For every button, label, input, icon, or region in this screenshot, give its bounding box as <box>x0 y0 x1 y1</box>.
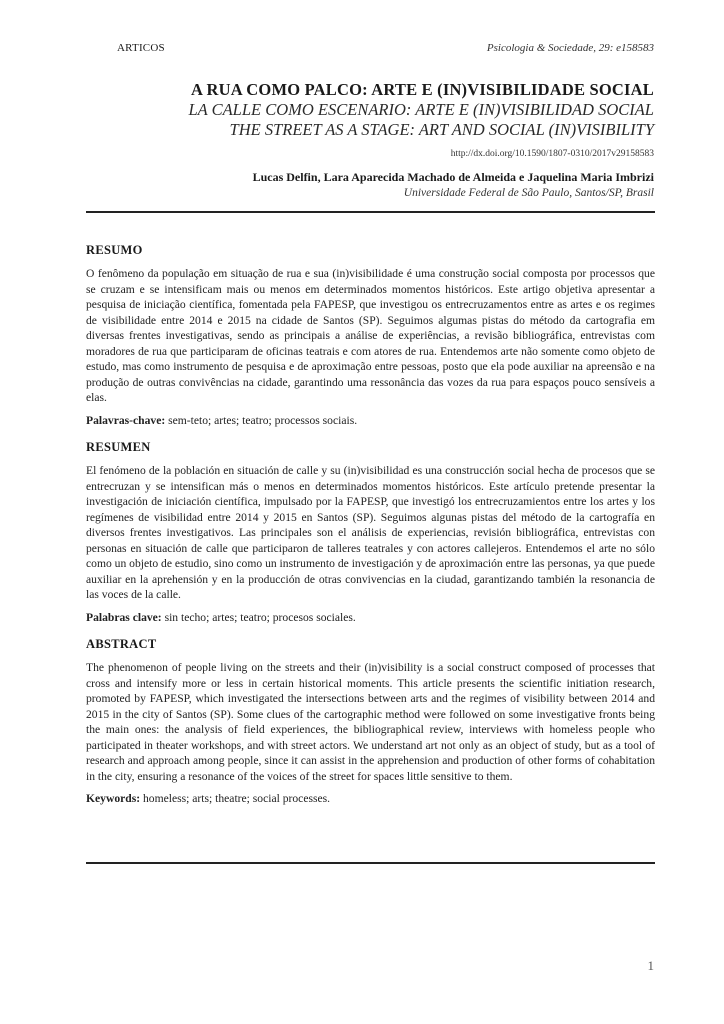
abstract-text: The phenomenon of people living on the streets and their (in)visibility is a social construct composed of processes that cross and intensify more or less in certain historical moments. This article presents the scientific initiation research, promoted by FAPESP, which investigated the intersections between arts and the regimes of visibility between 2014 and 2015 in the city of Santos (SP). Some clues of the cartographic method were followed on some investigative fronts being the main ones: the analysis of field experiences, the bibliographical review, interviews with homeless people who participated in theater workshops, and with street actors. We understand art not only as an object of study, but as a tool of research and approach among people, since it can assist in the apprehension and production of other forms of cohabitation in the city, ensuring a resonance of the voices of the street for spaces little sensitive to them. <box>86 661 655 783</box>
author-list: Lucas Delfin, Lara Aparecida Machado de Almeida e Jaquelina Maria Imbrizi <box>252 170 654 184</box>
resumo-keywords-label: Palavras-chave: <box>86 413 166 427</box>
abstract-keywords-text: homeless; arts; theatre; social processes. <box>140 792 331 805</box>
resumen-heading: RESUMEN <box>86 440 151 454</box>
resumen-text: El fenómeno de la población en situación de calle y su (in)visibilidad es una construcción social hecha de procesos que se entrecruzan y se intensifican más o menos en determinados momentos históricos. Este artículo pretende presentar la investigación de iniciación científica, impulsado por la FAPESP, que investigó los entrecruzamientos entre los artes y los regímenes de visibilidad entre 2014 y 2015 en Santos (SP). Seguimos algunas pistas del método de la cartografía en diversos frentes investigativos. Las principales son el análisis de experiencias, revisión bibliográfica, entrevistas con personas en situación de calle que participaron de talleres teatrales y con actores callejeros. Entendemos el arte no sólo como un objeto de estudio, sino como un instrumento de investigación y de aproximación entre las personas, ya que puede auxiliar en la aprehensión y en la producción de otras convivencias en la ciudad, garantizando también la resonancia de las voces de la calle. <box>86 464 655 601</box>
title-spanish: LA CALLE COMO ESCENARIO: ARTE E (IN)VISIBILIDAD SOCIAL <box>188 100 654 119</box>
resumen-keywords-label: Palabras clave: <box>86 610 162 624</box>
abstracts-body <box>86 243 655 819</box>
resumo-text: O fenômeno da população em situação de rua e sua (in)visibilidade é uma construção social composta por processos que se cruzam e se intensificam mais ou menos em determinados momentos históricos. Este artigo objetiva apresentar a pesquisa de iniciação científica, fomentada pela FAPESP, que investigou os entrecruzamentos entre as artes e os regimes de visibilidade entre 2014 e 2015 na cidade de Santos (SP). Seguimos algumas pistas do método da cartografia em diversas frentes investigativas, sendo as principais a análise de experiências, a revisão bibliográfica, entrevistas com moradores de rua que participaram de oficinas teatrais e com atores de rua. Entendemos arte não somente como objeto de estudo, mas como instrumento de pesquisa e de aproximação entre pessoas, posto que ela pode auxiliar na apreensão e na produção de outras convivências na cidade, garantindo uma ressonância das vozes da rua para espaços pouco sensíveis a elas. <box>86 267 655 404</box>
author-affiliation: Universidade Federal de São Paulo, Santos/SP, Brasil <box>403 187 654 199</box>
abstract-keywords <box>86 791 655 807</box>
title-english: THE STREET AS A STAGE: ART AND SOCIAL (IN)VISIBILITY <box>229 120 654 139</box>
abstract-heading: ABSTRACT <box>86 637 157 651</box>
top-divider <box>86 211 655 213</box>
resumen-keywords-text: sin techo; artes; teatro; procesos sociales. <box>161 610 356 624</box>
bottom-divider <box>86 862 655 864</box>
running-header-journal: Psicologia & Sociedade, 29: e158583 <box>486 42 654 54</box>
resumen-keywords <box>86 610 655 626</box>
title-block <box>86 80 654 140</box>
abstract-keywords-label: Keywords: <box>86 792 141 805</box>
resumo-heading: RESUMO <box>86 243 143 257</box>
resumo-keywords <box>86 413 655 429</box>
running-header-section: ARTICOS <box>117 42 165 54</box>
title-portuguese: A RUA COMO PALCO: ARTE E (IN)VISIBILIDADE SOCIAL <box>191 80 654 99</box>
page-number: 1 <box>647 958 654 973</box>
doi-link[interactable]: http://dx.doi.org/10.1590/1807-0310/2017v29158583 <box>450 149 654 159</box>
resumo-keywords-text: sem-teto; artes; teatro; processos sociais. <box>165 413 358 427</box>
